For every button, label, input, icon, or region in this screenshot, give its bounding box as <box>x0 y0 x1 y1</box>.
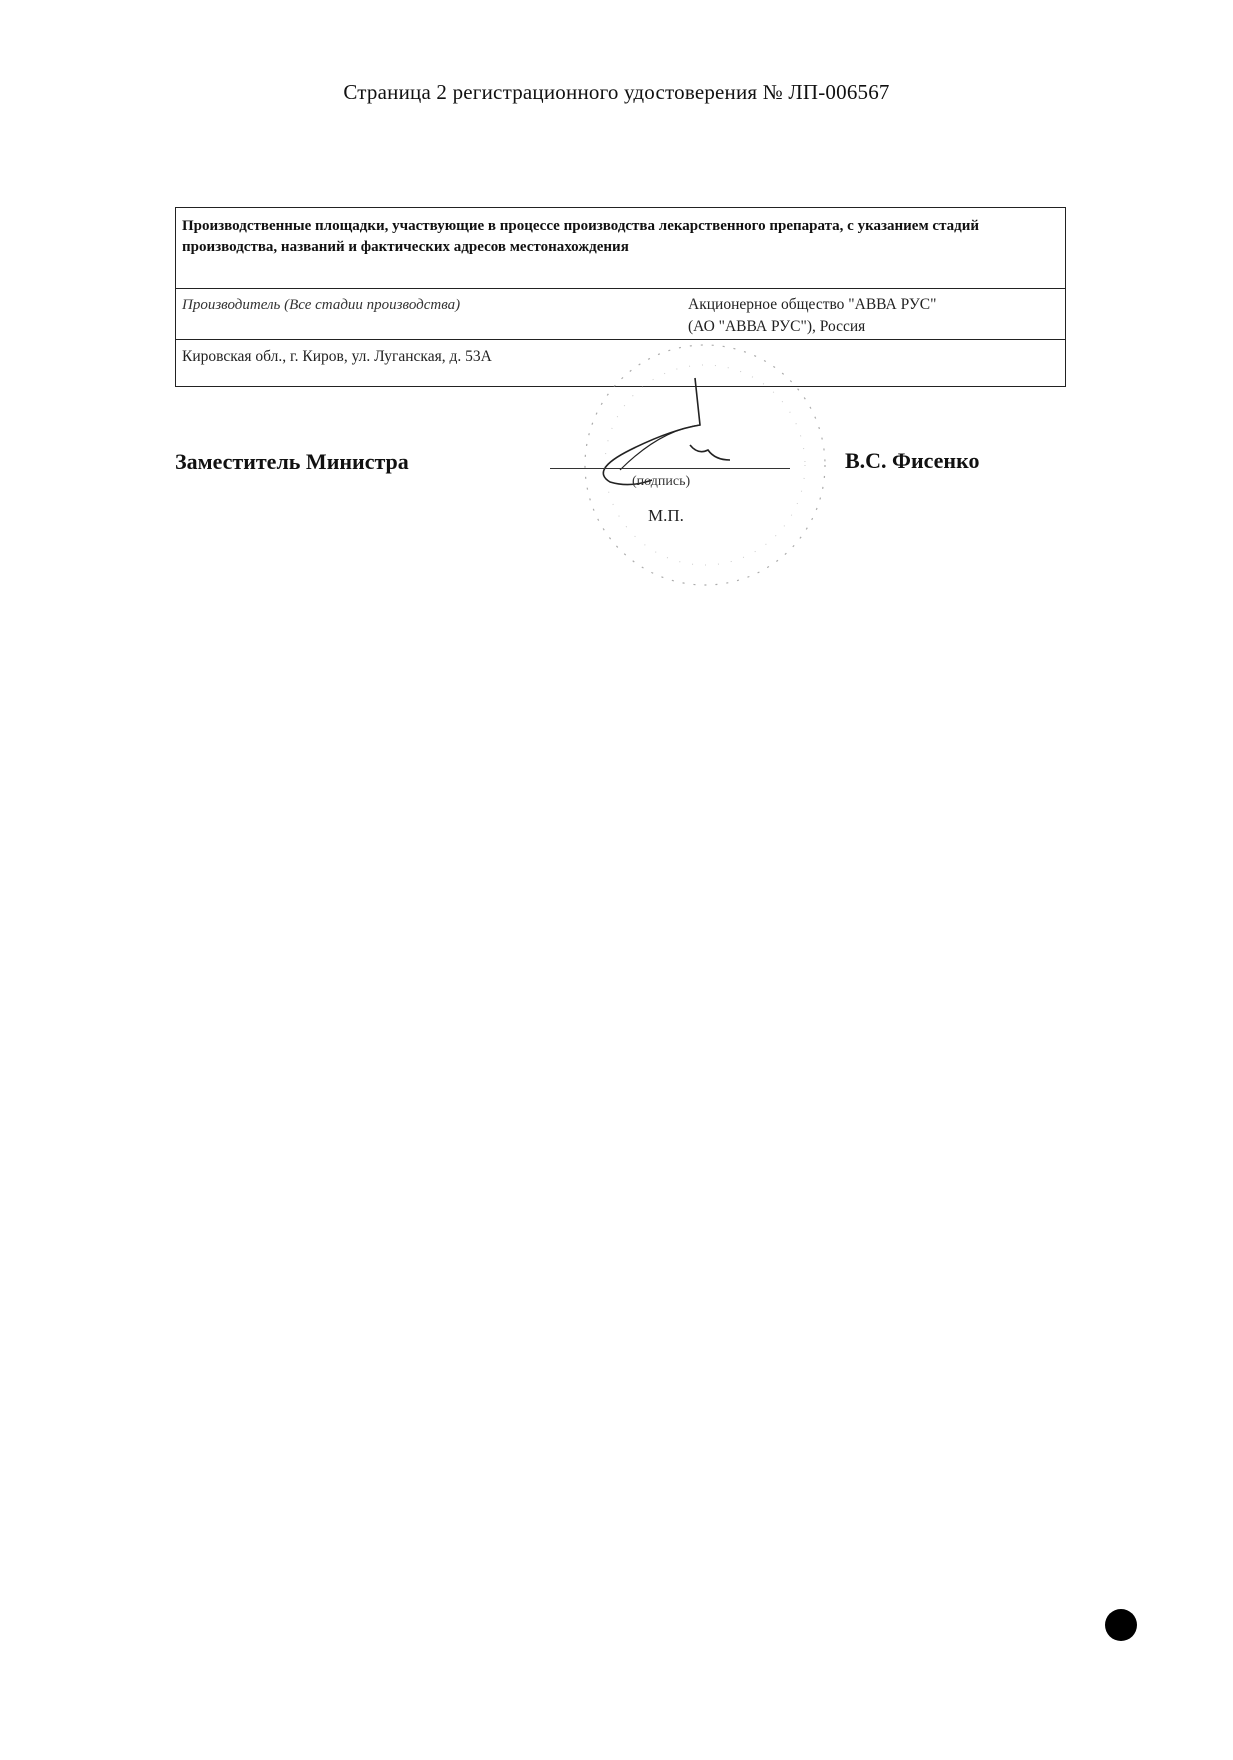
manufacturer-role: Производитель (Все стадии производства) <box>182 297 461 313</box>
page-marker-dot <box>1105 1609 1137 1641</box>
signatory-name: В.С. Фисенко <box>845 448 980 473</box>
signatory-position: Заместитель Министра <box>175 449 409 474</box>
table-heading: Производственные площадки, участвующие в процессе производства лекарственного препарата, с указанием стадий производства, названий и фактических адресов местонахождения <box>176 208 1066 289</box>
page-header: Страница 2 регистрационного удостоверения № ЛП-006567 <box>343 80 890 104</box>
signature-caption: (подпись) <box>632 474 691 489</box>
company-short-name: (АО "АВВА РУС"), Россия <box>688 318 866 335</box>
manufacturer-address: Кировская обл., г. Киров, ул. Луганская, д. 53А <box>176 340 1066 387</box>
stamp-label: М.П. <box>648 506 684 525</box>
company-name: Акционерное общество "АВВА РУС" <box>688 296 937 313</box>
handwritten-signature <box>590 370 740 490</box>
signature-line <box>550 468 790 469</box>
